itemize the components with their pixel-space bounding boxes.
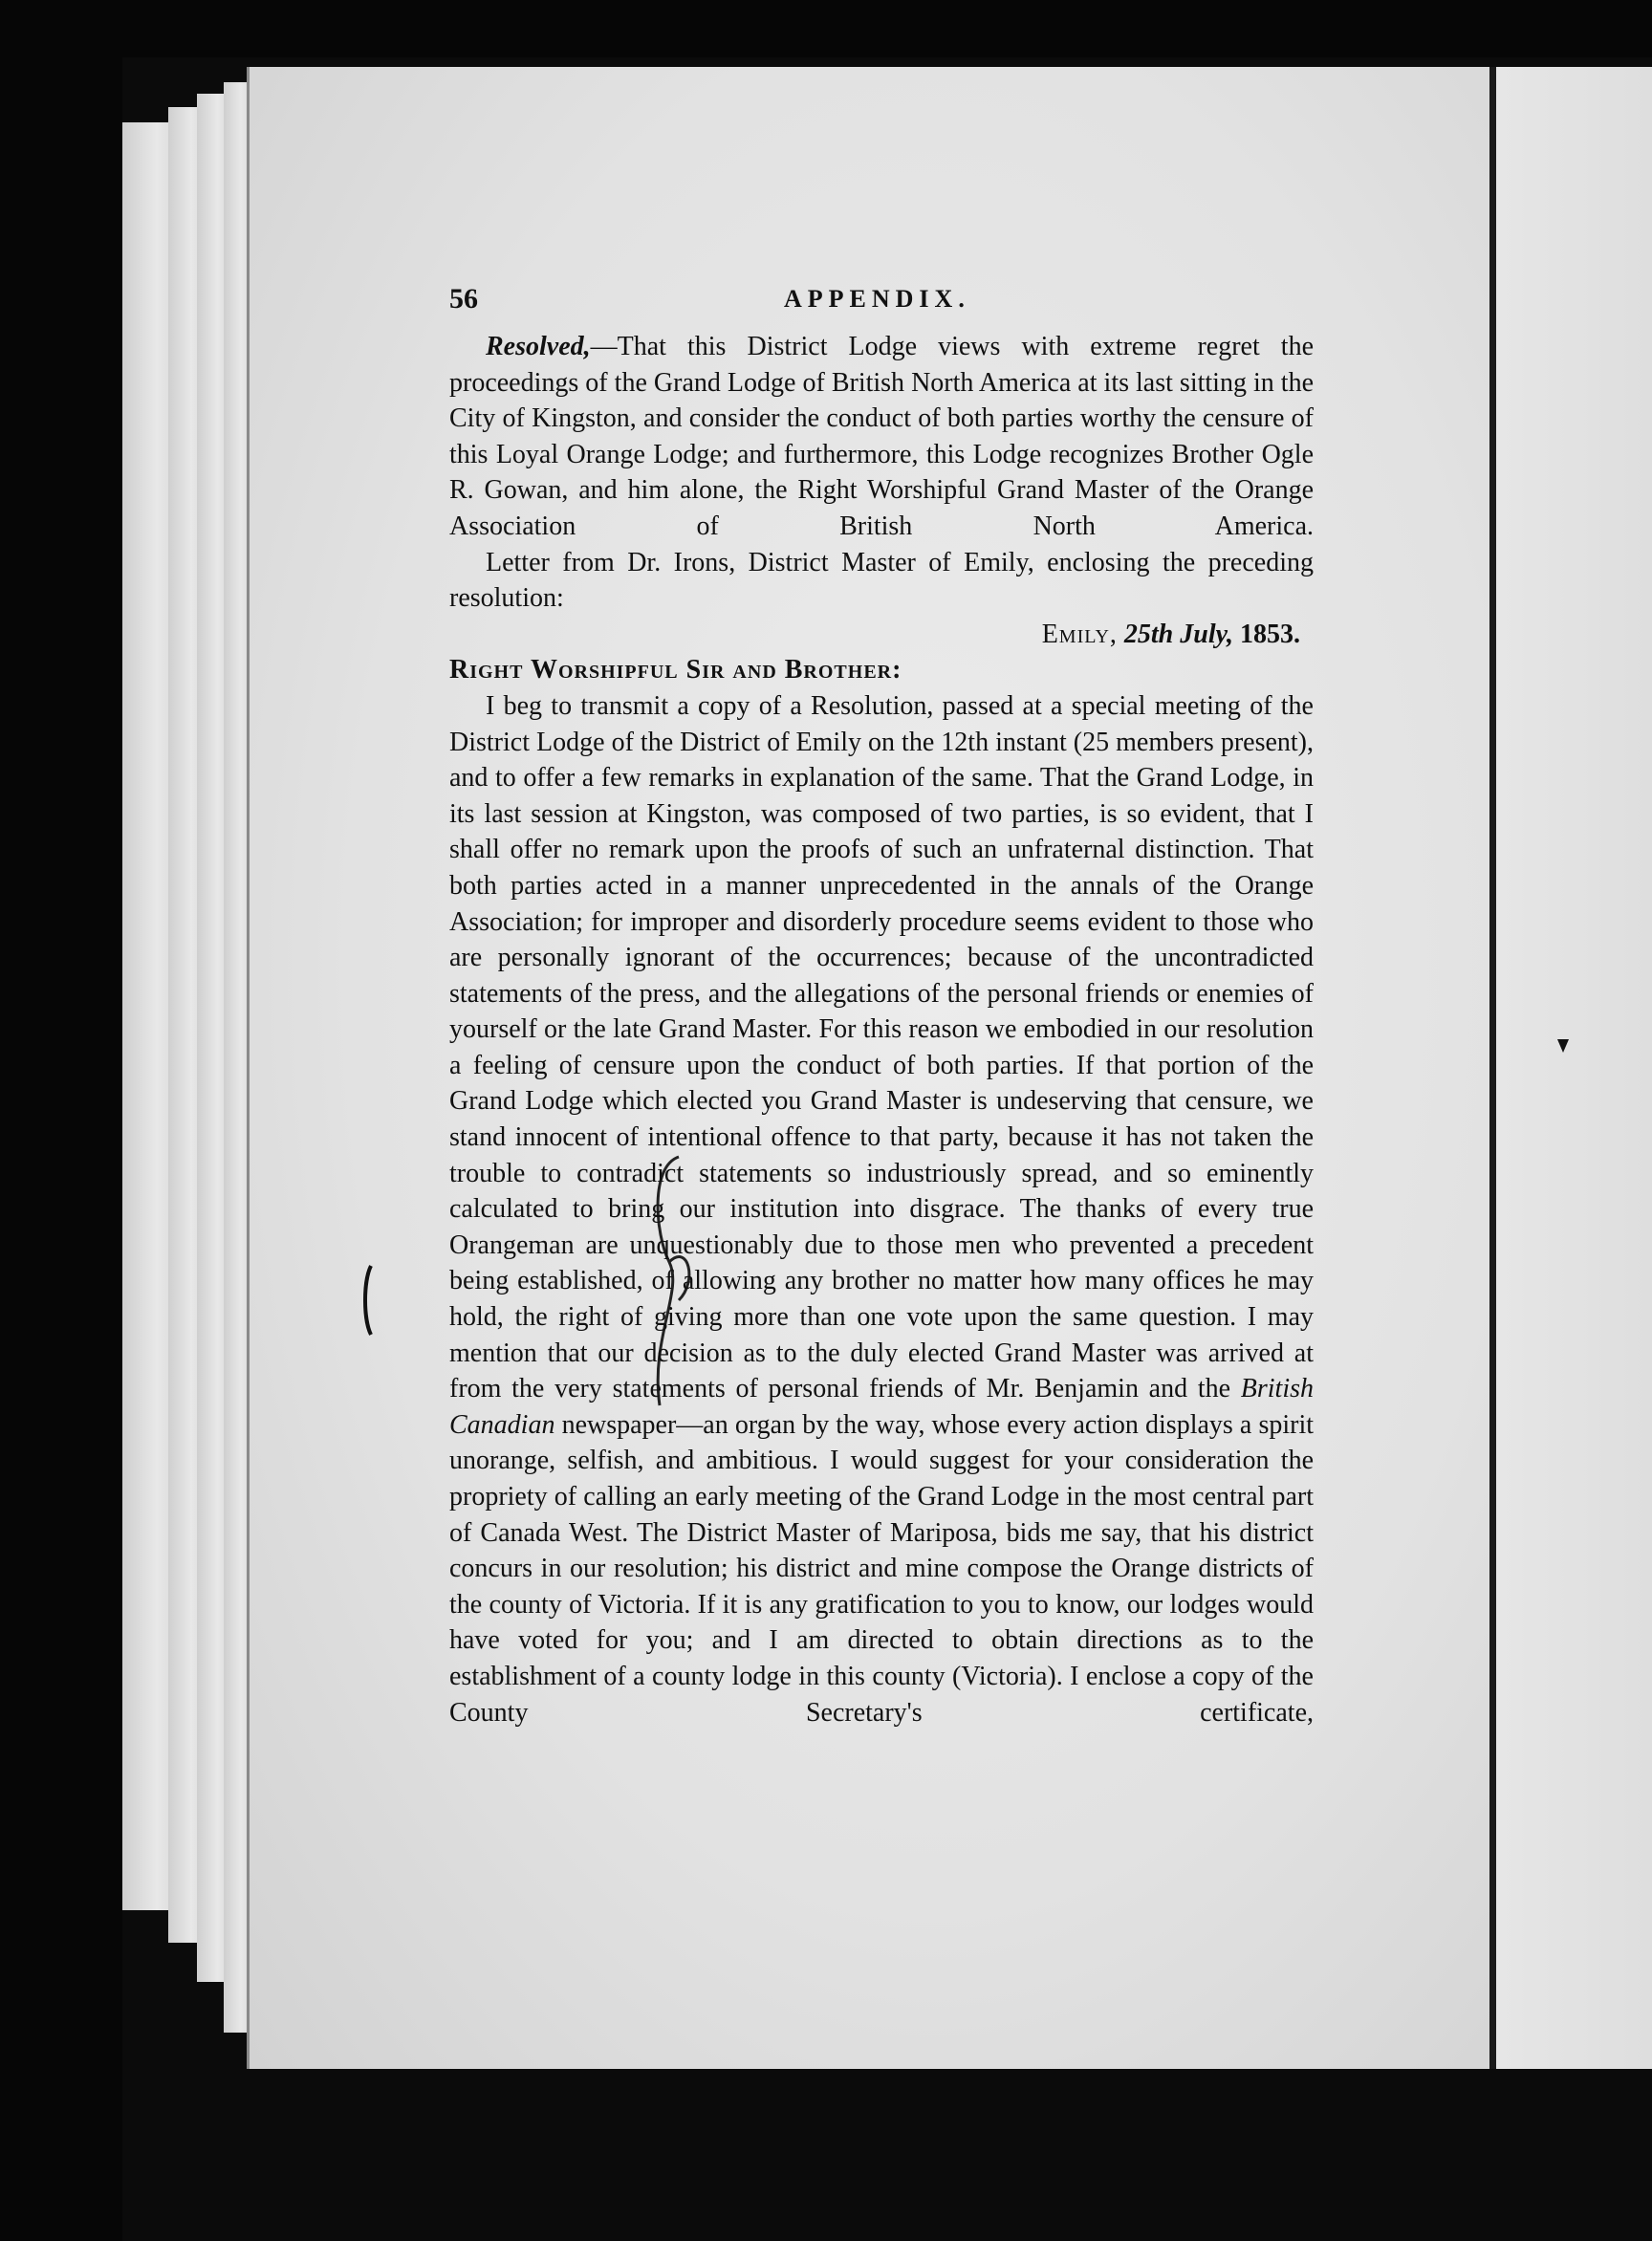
margin-arrow-mark — [1554, 1037, 1573, 1056]
resolved-lead: Resolved, — [486, 332, 591, 361]
dateline-year: 1853. — [1240, 619, 1300, 649]
running-head: APPENDIX. — [784, 285, 970, 313]
page-number: 56 — [449, 283, 478, 315]
page-header — [449, 283, 1314, 329]
letter-body-text: I beg to transmit a copy of a Resolution, passed at a special meeting of the District Lodge of the District of Emily on the 12th instant (25 members present), and to offer a few remarks in explanation of the same. That the Grand Lodge, in its last session at Kingston, was composed of two parties, is so evident, that I shall offer no remark upon the proofs of such an unfraternal distinction. That both parties acted in a manner unprecedented in the annals of the Orange Association; for improper and disorderly procedure seems evident to those who are personally ignorant of the occurrences; because of the uncontradicted statements of the press, and the allegations of the personal friends or enemies of yourself or the late Grand Master. For this reason we embodied in our resolution a feeling of censure upon the conduct of both parties. If that portion of the Grand Lodge which elected you Grand Master is undeserving that censure, we stand innocent of intentional offence to that party, because it has not taken the trouble to contradict statements so industriously spread, and so eminently calculated to bring our institution into disgrace. The thanks of every true Orangeman are unquestionably due to those men who prevented a precedent being established, of allowing any brother no matter how many offices he may hold, the right of giving more than one vote upon the same question. I may mention that our decision as to the duly elected Grand Master was arrived at from the very statements of personal friends of Mr. Benjamin and the — [449, 690, 1314, 1404]
newspaper-name: British Canadian — [449, 1374, 1315, 1440]
resolution-paragraph — [449, 329, 1314, 545]
page-text — [449, 283, 1314, 1730]
letter-salutation: Right Worshipful Sir and Brother: — [449, 655, 902, 685]
dateline-date: 25th July, — [1123, 619, 1233, 649]
facing-page-edge — [1489, 67, 1652, 2069]
letter-intro: Letter from Dr. Irons, District Master of Emily, enclosing the preceding resolution: — [449, 547, 1314, 614]
letter-body — [449, 688, 1314, 1730]
resolution-text: —That this District Lodge views with extreme regret the proceedings of the Grand Lodge of British North America at its last sitting in the City of Kingston, and consider the conduct of both parties worthy the censure of this Loyal Orange Lodge; and furthermore, this Lodge recognizes Brother Ogle R. Gowan, and him alone, the Right Worshipful Grand Master of the Orange Association of British North America. — [449, 332, 1314, 541]
margin-bracket-mark — [359, 1262, 379, 1338]
letter-dateline — [449, 617, 1314, 653]
letter-body-continued: newspaper—an organ by the way, whose every action displays a spirit unorange, selfish, and ambitious. I would suggest for your consideration the propriety of calling an early meeting of the Grand Lodge in the most central part of Canada West. The District Master of Mariposa, bids me say, that his district concurs in our resolution; his district and mine compose the Orange districts of the county of Victoria. If it is any gratification to you to know, our lodges would have voted for you; and I am directed to obtain directions as to the establishment of a county lodge in this county (Victoria). I enclose a copy of the County Secretary's certificate, — [449, 1409, 1314, 1728]
dateline-place: Emily, — [1041, 619, 1118, 649]
